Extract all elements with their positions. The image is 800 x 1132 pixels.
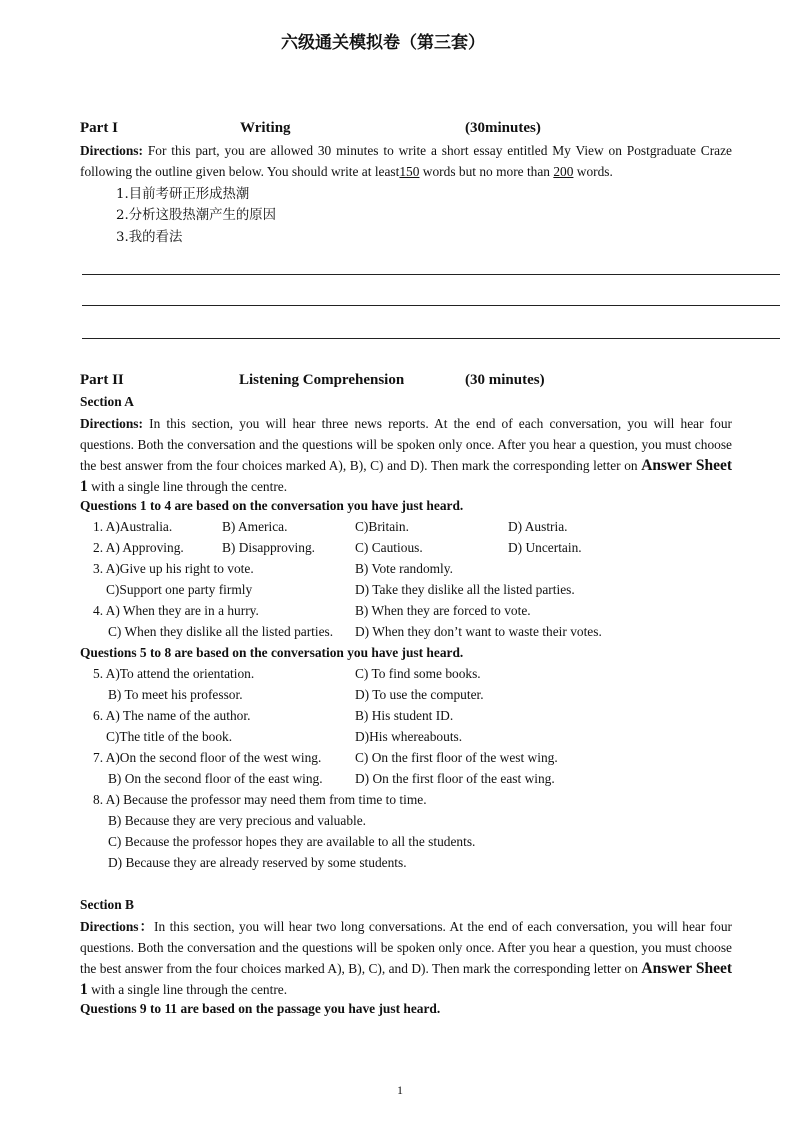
answer-sheet-label: Answer Sheet 1 [80,457,732,495]
q3-option-d: D) Take they dislike all the listed parties. [355,582,575,597]
writing-line [82,338,780,339]
part1-label: Part I [80,120,118,136]
q7-option-c: C) On the first floor of the west wing. [355,750,558,765]
q8-option-d: D) Because they are already reserved by some students. [108,855,407,870]
section-a-directions [80,413,732,497]
q7-option-a: 7. A)On the second floor of the west wing. [93,750,322,765]
q1-option-d: D) Austria. [508,519,568,534]
part1-time: (30minutes) [465,120,541,136]
q3-option-c: C)Support one party firmly [106,582,253,597]
directions-label: Directions: [80,143,143,158]
q8-option-b: B) Because they are very precious and valuable. [108,813,367,828]
q2-option-a: 2. A) Approving. [93,540,184,555]
outline-item: 2.分析这股热潮产生的原因 [116,208,277,223]
q4-option-c: C) When they dislike all the listed parties. [108,624,334,639]
q1-option-b: B) America. [222,519,288,534]
q6-option-b: B) His student ID. [355,708,454,723]
directions-label: Directions: [80,416,143,431]
page-title: 六级通关模拟卷（第三套） [281,33,485,53]
q5-option-a: 5. A)To attend the orientation. [93,666,255,681]
q4-option-b: B) When they are forced to vote. [355,603,531,618]
q4-option-a: 4. A) When they are in a hurry. [93,603,259,618]
q5-option-d: D) To use the computer. [355,687,484,702]
part2-name: Listening Comprehension [239,372,405,388]
directions-text-3: words. [573,164,613,179]
questions-1-4-heading: Questions 1 to 4 are based on the conversation you have just heard. [80,498,464,513]
q2-option-b: B) Disapproving. [222,540,315,555]
writing-line [82,305,780,306]
q4-option-d: D) When they don’t want to waste their votes. [355,624,602,639]
section-a-heading: Section A [80,394,134,409]
q3-option-a: 3. A)Give up his right to vote. [93,561,254,576]
q3-option-b: B) Vote randomly. [355,561,453,576]
section-b-directions [80,916,732,1000]
q5-option-b: B) To meet his professor. [108,687,243,702]
answer-sheet-label: Answer Sheet 1 [80,960,732,998]
directions-text-2: with a single line through the centre. [87,479,288,494]
page-number: 1 [397,1083,403,1097]
q8-option-c: C) Because the professor hopes they are available to all the students. [108,834,476,849]
min-words: 150 [399,164,420,179]
directions-text-2: with a single line through the centre. [87,982,288,997]
q2-option-d: D) Uncertain. [508,540,582,555]
q6-option-d: D)His whereabouts. [355,729,463,744]
q6-option-c: C)The title of the book. [106,729,233,744]
outline-item: 1.目前考研正形成热潮 [116,187,250,202]
directions-text: In this section, you will hear three news reports. At the end of each conversation, you will hear four questions. Both the conversation and the questions will be spoken only once. After you hear a question, you must choose the best answer from the four choices marked A), B), C) and D). Then mark the corresponding letter on [80,416,732,473]
part2-time: (30 minutes) [465,372,545,388]
q1-option-a: 1. A)Australia. [93,519,173,534]
directions-text: In this section, you will hear two long conversations. At the end of each conversation, you will hear four questions. Both the conversation and the questions will be spoken only once. After you hear a question, you must choose the best answer from the four choices marked A), B), C), and D). Then mark the corresponding letter on [80,919,733,976]
q1-option-c: C)Britain. [355,519,409,534]
directions-label: Directions： [80,919,155,934]
part1-directions [80,140,732,182]
q5-option-c: C) To find some books. [355,666,481,681]
q7-option-b: B) On the second floor of the east wing. [108,771,323,786]
questions-9-11-heading: Questions 9 to 11 are based on the passage you have just heard. [80,1001,441,1016]
outline-item: 3.我的看法 [116,230,183,245]
part2-label: Part II [80,372,124,388]
writing-line [82,274,780,275]
questions-5-8-heading: Questions 5 to 8 are based on the conversation you have just heard. [80,645,464,660]
q8-option-a: 8. A) Because the professor may need them from time to time. [93,792,427,807]
q7-option-d: D) On the first floor of the east wing. [355,771,555,786]
section-b-heading: Section B [80,897,134,912]
directions-text: For this part, you are allowed 30 minutes to write a short essay entitled My View on Postgraduate Craze following the outline given below. You should write at least [80,143,732,179]
q6-option-a: 6. A) The name of the author. [93,708,251,723]
max-words: 200 [553,164,574,179]
part1-name: Writing [240,120,291,136]
q2-option-c: C) Cautious. [355,540,423,555]
directions-text-2: words but no more than [419,164,554,179]
